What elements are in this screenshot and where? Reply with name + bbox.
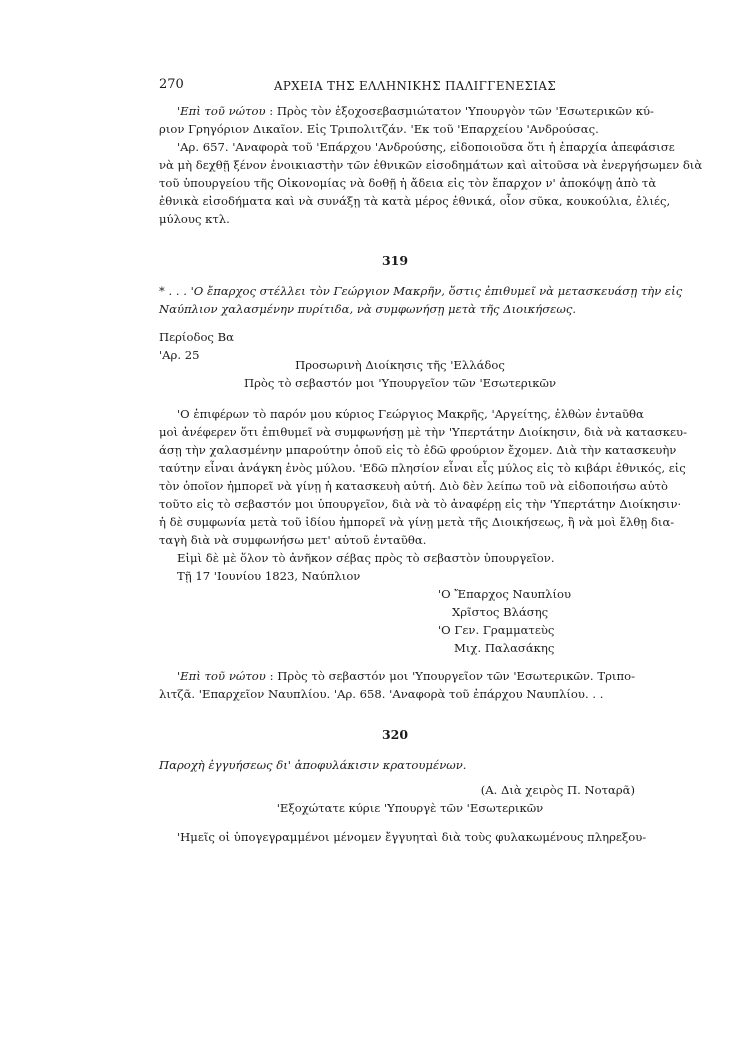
- text-line: μύλους κτλ.: [159, 212, 230, 226]
- document-number: 319: [381, 253, 409, 268]
- body-line: 'Ημεῖς οἱ ὑπογεγραμμένοι μένομεν ἔγγυηταὶ διὰ τοὺς φυλακωμένους πληρεξου-: [177, 830, 647, 844]
- endorsement-label: 'Επὶ τοῦ νώτου: [177, 104, 266, 118]
- letter-heading: Προσωρινὴ Διοίκησις τῆς 'Ελλάδος: [295, 358, 505, 372]
- closing-line: Εἰμὶ δὲ μὲ ὅλον τὸ ἀνῆκον σέβας πρὸς τὸ σεβαστὸν ὑπουργεῖον.: [177, 551, 555, 565]
- signature-title: 'Ο Γεν. Γραμματεὺς: [438, 623, 555, 637]
- body-line: μοὶ ἀνέφερεν ὅτι ἐπιθυμεῖ νὰ συμφωνήσῃ μὲ τὴν 'Υπερτάτην Διοίκησιν, διὰ νὰ κατασκευ-: [159, 425, 688, 439]
- document-summary: Παροχὴ ἐγγυήσεως δι' ἀποφυλάκισιν κρατουμένων.: [159, 758, 467, 772]
- body-line: 'Ο ἐπιφέρων τὸ παρόν μου κύριος Γεώργιος Μακρῆς, 'Αργείτης, ἐλθὼν ἐντaῦθα: [177, 407, 644, 421]
- endorsement-text: : Πρὸς τὸ σεβαστόν μοι 'Υπουργεῖον τῶν 'Εσωτερικῶν. Τριπο-: [269, 669, 635, 683]
- running-title: ΑΡΧΕΙΑ ΤΗΣ ΕΛΛΗΝΙΚΗΣ ΠΑΛΙΓΓΕΝΕΣΙΑΣ: [273, 79, 557, 93]
- signature-name: Μιχ. Παλασάκης: [454, 641, 555, 655]
- endorsement-label: 'Επὶ τοῦ νώτου: [177, 669, 266, 683]
- endorsement-text: : Πρὸς τὸν ἐξοχοσεβασμιώτατον 'Υπουργὸν τῶν 'Εσωτερικῶν κύ-: [269, 104, 654, 118]
- body-line: ἡ δὲ συμφωνία μετὰ τοῦ ἰδίου ἠμπορεῖ νὰ γίνῃ μετὰ τῆς Διοικήσεως, ἢ νὰ μοὶ ἔλθῃ δια-: [159, 515, 675, 529]
- signature-name: Χρῖστος Βλάσης: [452, 605, 549, 619]
- endorsement-line: [177, 102, 654, 120]
- document-summary: * . . . 'Ο ἔπαρχος στέλλει τὸν Γεώργιον Μακρῆν, ὅστις ἐπιθυμεῖ νὰ μετασκευάσῃ τὴν εἰς: [159, 284, 683, 298]
- body-line: τοῦτο εἰς τὸ σεβαστόν μοι ὑπουργεῖον, διὰ νὰ τὸ ἀναφέρῃ εἰς τὴν 'Υπερτάτην Διοίκησιν·: [159, 497, 682, 511]
- text-line: νὰ μὴ δεχθῇ ξένον ἐνοικιαστὴν τῶν ἐθνικῶν εἰσοδημάτων καὶ αἰτοῦσα νὰ ἐνεργήσωμεν διὰ: [159, 158, 703, 172]
- endorsement-line: [177, 667, 635, 685]
- body-line: ταύτην εἶναι ἀνάγκη ἑνὸς μύλου. 'Εδῶ πλησίον εἶναι εἷς μύλος εἰς τὸ κιβάρι ἐθνικός, εἰς: [159, 461, 686, 475]
- endorsement-line: λιτζᾶ. 'Επαρχεῖον Ναυπλίου. 'Αρ. 658. 'Αναφορὰ τοῦ ἐπάρχου Ναυπλίου. . .: [159, 687, 604, 701]
- page-number: 270: [159, 77, 184, 92]
- text-line: ἐθνικὰ εἰσοδήματα καὶ νὰ συνάξῃ τὰ κατὰ μέρος ἐθνικά, οἷον σῦκα, κουκούλια, ἐλιές,: [159, 194, 671, 208]
- hand-note: (Α. Διὰ χειρὸς Π. Νοταρᾶ): [480, 783, 635, 797]
- text-line: ριον Γρηγόριον Δικαῖον. Εἰς Τριπολιτζάν. 'Εκ τοῦ 'Επαρχείου 'Ανδρούσας.: [159, 122, 599, 136]
- body-line: ταγὴ διὰ νὰ συμφωνήσω μετ' αὐτοῦ ἐνταῦθα.: [159, 533, 427, 547]
- signature-title: 'Ο Ἔπαρχος Ναυπλίου: [438, 587, 572, 601]
- reference-number: 'Αρ. 25: [159, 348, 200, 362]
- document-number: 320: [381, 727, 409, 742]
- text-line: 'Αρ. 657. 'Αναφορὰ τοῦ 'Επάρχου 'Ανδρούσης, εἰδοποιοῦσα ὅτι ἡ ἐπαρχία ἀπεφάσισε: [177, 140, 675, 154]
- letter-addressee: Πρὸς τὸ σεβαστόν μοι 'Υπουργεῖον τῶν 'Εσωτερικῶν: [243, 376, 557, 390]
- document-summary: Ναύπλιον χαλασμένην πυρίτιδα, νὰ συμφωνήσῃ μετὰ τῆς Διοικήσεως.: [159, 302, 577, 316]
- salutation: 'Εξοχώτατε κύριε 'Υπουργὲ τῶν 'Εσωτερικῶν: [276, 801, 544, 815]
- text-line: τοῦ ὑπουργείου τῆς Οἰκονομίας νὰ δοθῇ ἡ ἄδεια εἰς τὸν ἔπαρχον ν' ἀποκόψῃ ἀπὸ τὰ: [159, 176, 657, 190]
- body-line: άσῃ τὴν χαλασμένην μπαρούτην ὁποῦ εἰς τὸ ἐδῶ φρούριον ἔχομεν. Διὰ τὴν κατασκευὴν: [159, 443, 677, 457]
- body-line: τὸν ὁποῖον ἠμπορεῖ νὰ γίνῃ ἡ κατασκευὴ αὐτή. Διὸ δὲν λείπω τοῦ νὰ εἰδοποιήσω αὐτὸ: [159, 479, 669, 493]
- period-label: Περίοδος Βα: [159, 330, 234, 344]
- letter-date: Τῇ 17 'Ιουνίου 1823, Ναύπλιον: [177, 569, 361, 583]
